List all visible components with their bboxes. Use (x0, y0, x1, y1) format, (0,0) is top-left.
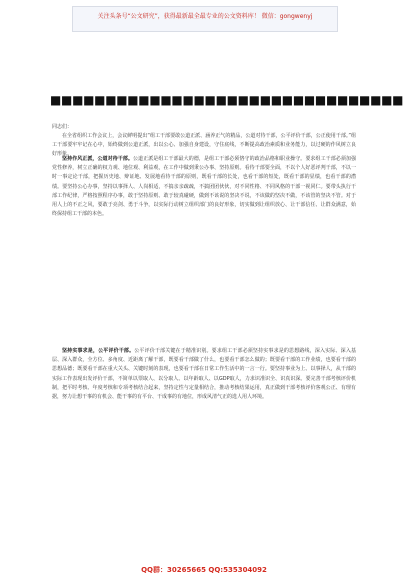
greeting: 同志们： (52, 124, 73, 130)
paragraph-intro (52, 132, 356, 158)
paragraph-lead: 坚持实事求是，公平评价干部。 (62, 348, 135, 354)
promo-banner-text: 关注头条号“公文研究”，获得最新最全最专业的公文资料库！ 微信：gongwenyj (97, 13, 313, 20)
paragraph-body: 在全省组织工作会议上，会议鲜明提出“组工干部要敢公道正派、涵养正气的精品，公道对待干部，公平评价干部，公正使用干部。”组工干部要牢牢记在心中，始终做到公道正派，出以公心、加强自身建设，守住底线，不断提高政治素质和业务能力，以过硬的作风树立良好形象。 (52, 133, 356, 158)
paragraph-body: 公平评价干部关键在于精准识别。要求组工干部必须坚持实事求是的思想路线，深入实际、深入基层、深入群众，全方位、多角度、近距离了解干部，既要看干部做了什么，也要看干部怎么做的；既要看干部的工作业绩，也要看干部的思想品德；既要看干部在重大关头、关键时刻的表现，也要看干部在日常工作生活中的一言一行。要坚持事业为上、以事择人，从干部的实际工作表现出发评价干部，不简单以票取人、以分取人、以年龄取人、以GDP取人，力求识准识全、识真识深。要完善干部考核评价机制，把平时考核、年度考核和专项考核结合起来，坚持定性与定量相结合，推动考核结果运用，真正做到干部考核评价客观公正、有理有据，努力让想干事的有机会、能干事的有平台、干成事的有地位，形成风清气正的选人用人环境。 (52, 348, 356, 401)
document-title: ■■■■■■■■■■■■■■■■■■■■■■■■■■■■■■■■ (50, 93, 404, 107)
paragraph-lead: 坚持作风正派，公道对待干部。 (62, 156, 133, 162)
paragraph-section-1 (52, 155, 356, 341)
paragraph-section-2 (52, 347, 356, 531)
promo-banner (72, 6, 338, 32)
footer-contact: QQ群：30265665 QQ:535304092 (141, 566, 267, 574)
paragraph-body: 公道正派是组工干部最大的德，是组工干部必须恪守的政治品格和职业操守。要求组工干部必须加强党性修养，树立正确的权力观、地位观、利益观，在工作中做到秉公办事、坚持原则。看待干部要全面，不以个人好恶评判干部，不以一时一事定论干部，把握历史地、辩证地、发展地看待干部的原则，既看干部的长处，也看干部的短处，既看干部的显绩，也看干部的潜绩。要坚持公心办事，坚持以事择人、人岗相适，不搞亲亲疏疏，不搞团团伙伙，对不同性格、不同风格的干部一视同仁。要带头执行干部工作纪律，严格按照程序办事，敢于坚持原则、敢于较真碰硬，做到不该说的坚决不说，不该做的坚决不做，不该管的坚决不管。对于用人上的不正之风，要敢于亮剑、勇于斗争，以实际行动树立组织部门的良好形象，切实做到让组织放心、让干部信任、让群众满意，始终保持组工干部的本色。 (52, 156, 356, 218)
